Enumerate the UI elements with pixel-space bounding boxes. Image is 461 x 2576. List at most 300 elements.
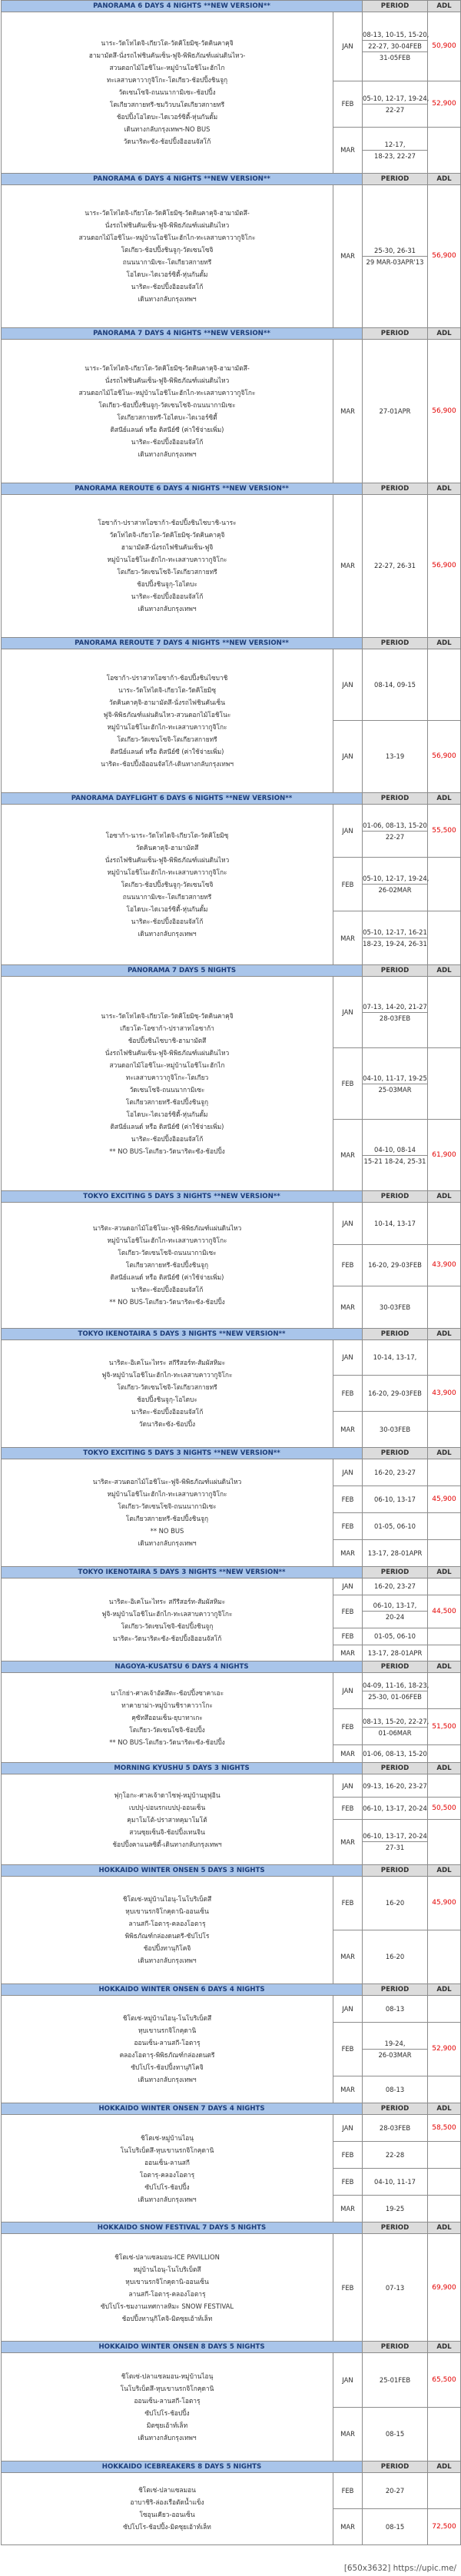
period-dates: 10-14, 13-17, — [373, 1353, 417, 1362]
package-row — [2, 184, 461, 328]
itinerary-line: วัดนาริตะซัง-ช้อปปิ้งอิออนจัสโก้ — [123, 138, 211, 146]
period-dates: 08-15 — [385, 2430, 405, 2438]
period-dates: 08-13 — [385, 2085, 405, 2093]
period-column-header: PERIOD — [363, 173, 428, 184]
itinerary-line: ** NO BUS-โตเกียว-วัดนาริตะซัง-ช้อปปิ้ง — [109, 1738, 225, 1747]
itinerary-line: ซัปโปโร-ช้อปปิ้งทานุกิโคจิ — [131, 2063, 204, 2072]
travel-periods — [363, 2114, 428, 2141]
package-header — [2, 2222, 461, 2234]
period-dates: 07-13 — [385, 2283, 405, 2292]
travel-month: JAN — [333, 649, 363, 721]
adult-price — [428, 1820, 461, 1865]
package-title: NAGOYA-KUSATSU 6 DAYS 4 NIGHTS — [2, 1661, 363, 1673]
package-header — [2, 965, 461, 977]
period-dates: 01-06, 08-13, 15-20 — [363, 820, 427, 832]
period-dates: 13-19 — [385, 752, 405, 761]
itinerary-line: นาริตะ-สวนดอกไม้โอชิโนะ-ฟูจิ-พิพิธภัณฑ์แผ่นดินไหว — [92, 1224, 242, 1233]
itinerary-line: วัดนาริตะซัง-ช้อปปิ้ง — [138, 1420, 196, 1429]
travel-periods — [363, 2196, 428, 2222]
travel-periods — [363, 1244, 428, 1286]
itinerary-line: สวนดอกไม้โอชิโนะ-หมู่บ้านโอชิโนะฮักไก-ทะเลสาบคาวากูจิโกะ — [78, 234, 256, 242]
adult-price — [428, 1203, 461, 1244]
itinerary-line: โตเกียว-ช้อปปิ้งชินจูกุ-วัดเซนโซจิ — [121, 246, 214, 254]
adult-price: 55,500 — [428, 804, 461, 858]
itinerary-line: โตเกียว-วัดเซนโซจิ-โตเกียวสกายทรี — [117, 568, 217, 576]
period-dates: 28-03FEB — [379, 1014, 411, 1022]
travel-month: FEB — [333, 1595, 363, 1628]
travel-month: MAR — [333, 1412, 363, 1448]
itinerary-line: หมู่บ้านโอชิโนะฮักไก-ทะเลสาบคาวากูจิโกะ — [107, 556, 227, 564]
period-dates: 22-27, 30-04FEB — [363, 41, 427, 52]
itinerary-line: ทะเลสาบคาวากูจิโกะ-โตเกียว — [125, 1074, 209, 1082]
period-dates: 08-13 — [385, 2004, 405, 2013]
travel-month: MAR — [333, 2196, 363, 2222]
itinerary-line: โตเกียว-วัดเซนโซจิ-โตเกียวสกายทรี — [117, 735, 217, 743]
package-title: HOKKAIDO WINTER ONSEN 7 DAYS 4 NIGHTS — [2, 2103, 363, 2114]
period-dates: 16-20, 23-27 — [374, 1582, 416, 1591]
travel-month: FEB — [333, 1376, 363, 1412]
package-row — [2, 2234, 461, 2342]
period-dates: 26-02MAR — [378, 886, 412, 895]
travel-periods — [363, 1774, 428, 1797]
travel-periods — [363, 2472, 428, 2508]
period-dates: 01-05, 06-10 — [374, 1522, 416, 1530]
travel-month: MAR — [333, 2407, 363, 2461]
adult-price: 65,500 — [428, 2353, 461, 2407]
adult-price — [428, 1745, 461, 1763]
travel-month: MAR — [333, 1539, 363, 1566]
travel-periods — [363, 1645, 428, 1661]
package-row — [2, 1459, 461, 1486]
adl-column-header: ADL — [428, 173, 461, 184]
tour-price-table — [1, 0, 461, 2545]
itinerary-line: โตเกียว-วัดเซนโซจิ-โตเกียวสกายทรี — [117, 1383, 217, 1392]
package-row — [2, 977, 461, 1048]
period-dates: 05-10, 12-17, 19-24, — [363, 93, 427, 105]
adl-column-header: ADL — [428, 1661, 461, 1673]
itinerary-line: โซอุนเคียว-ออนเซ็น — [139, 2511, 195, 2519]
itinerary-line: ช้อปปิ้งคาแนลซิตี้-เดินทางกลับกรุงเทพฯ — [112, 1840, 222, 1848]
period-dates: 26-03MAR — [378, 2050, 412, 2059]
itinerary-line: สวนดอกไม้โอชิโนะ-หมู่บ้านโอชิโนะฮักไก-ทะเลสาบคาวากูจิโกะ — [78, 388, 256, 397]
travel-month: MAR — [333, 1745, 363, 1763]
adult-price — [428, 1459, 461, 1486]
package-row — [2, 2114, 461, 2141]
itinerary-line: เดินทางกลับกรุงเทพฯ — [138, 2195, 197, 2203]
adl-column-header: ADL — [428, 328, 461, 340]
itinerary-description — [2, 2114, 333, 2222]
itinerary-line: นาโกย่า-ศาลเจ้าอัตสึตะ-ช้อปปิ้งซาคาเอะ — [110, 1689, 224, 1698]
itinerary-line: โอซาก้า-ปราสาทโอซาก้า-ช้อปปิ้งชินไซบาชิ-นาระ — [98, 519, 237, 527]
travel-month: MAR — [333, 494, 363, 638]
travel-periods — [363, 127, 428, 173]
itinerary-line: อาบาชิริ-ล่องเรือตัดน้ำแข็ง — [130, 2498, 204, 2507]
travel-month: JAN — [333, 1339, 363, 1376]
adult-price: 56,900 — [428, 494, 461, 638]
period-dates: 29 MAR-03APR'13 — [366, 257, 424, 266]
itinerary-line: ถนนนากามิเซะ-โตเกียวสกายทรี — [122, 258, 212, 267]
itinerary-line: นั่งรถไฟชินคันเซ็น-ฟูจิ-พิพิธภัณฑ์แผ่นดินไหว — [104, 1049, 230, 1057]
travel-periods — [363, 2234, 428, 2342]
itinerary-line: เดินทางกลับกรุงเทพฯ — [138, 929, 197, 938]
period-dates: 30-03FEB — [379, 1425, 411, 1433]
period-column-header: PERIOD — [363, 1191, 428, 1203]
period-dates: 08-15 — [385, 2522, 405, 2531]
travel-periods — [363, 977, 428, 1048]
adult-price — [428, 1512, 461, 1539]
period-dates: 06-10, 13-17, 20-24 — [363, 1804, 427, 1812]
travel-periods — [363, 2353, 428, 2407]
adult-price: 56,900 — [428, 721, 461, 792]
adult-price: 72,500 — [428, 2508, 461, 2544]
travel-periods — [363, 2508, 428, 2544]
package-header — [2, 1763, 461, 1774]
itinerary-line: เดินทางกลับกรุงเทพฯ — [138, 450, 197, 458]
adult-price: 50,500 — [428, 1797, 461, 1819]
travel-month: MAR — [333, 1645, 363, 1661]
period-dates: 20-24 — [385, 1613, 405, 1622]
package-row — [2, 12, 461, 81]
travel-month: MAR — [333, 911, 363, 965]
adult-price — [428, 2142, 461, 2169]
package-row — [2, 1203, 461, 1244]
period-column-header: PERIOD — [363, 965, 428, 977]
travel-periods — [363, 1709, 428, 1745]
adl-column-header: ADL — [428, 1328, 461, 1339]
itinerary-description — [2, 977, 333, 1191]
travel-month: FEB — [333, 2234, 363, 2342]
adult-price: 52,900 — [428, 2022, 461, 2076]
travel-month: FEB — [333, 2472, 363, 2508]
travel-month: MAR — [333, 127, 363, 173]
package-title: PANORAMA REROUTE 6 DAYS 4 NIGHTS **NEW VERSION** — [2, 483, 363, 494]
itinerary-line: ** NO BUS — [150, 1527, 184, 1535]
travel-month: JAN — [333, 1774, 363, 1797]
period-dates: 04-10, 08-14 — [363, 1144, 427, 1156]
period-dates: 04-09, 11-16, 18-23, — [363, 1680, 427, 1691]
travel-month: FEB — [333, 1512, 363, 1539]
period-dates: 19-24, — [363, 2038, 427, 2050]
package-row — [2, 649, 461, 721]
travel-periods — [363, 494, 428, 638]
travel-month: JAN — [333, 977, 363, 1048]
adult-price — [428, 2076, 461, 2103]
adl-column-header: ADL — [428, 965, 461, 977]
travel-periods — [363, 2407, 428, 2461]
travel-periods — [363, 81, 428, 127]
itinerary-line: ดิสนีย์แลนด์ หรือ ดิสนีย์ซี (ค่าใช้จ่ายเพิ่ม) — [110, 1273, 224, 1282]
period-dates: 16-20, 29-03FEB — [368, 1261, 422, 1270]
itinerary-line: คลองโอตารุ-พิพิธภัณฑ์กล่องดนตรี — [119, 2051, 215, 2060]
travel-month: MAR — [333, 184, 363, 328]
adl-column-header: ADL — [428, 1191, 461, 1203]
period-dates: 04-10, 11-17 — [374, 2178, 416, 2186]
package-header — [2, 638, 461, 649]
itinerary-line: เดินทางกลับกรุงเทพฯ — [138, 2076, 197, 2084]
travel-month: MAR — [333, 2076, 363, 2103]
period-column-header: PERIOD — [363, 1661, 428, 1673]
itinerary-description — [2, 1774, 333, 1864]
itinerary-line: โอไดบะ-ไดเวอร์ซิตี้-หุ่นกันดั้ม — [126, 1110, 208, 1119]
travel-periods — [363, 1745, 428, 1763]
package-title: PANORAMA DAYFLIGHT 6 DAYS 6 NIGHTS **NEW VERSION** — [2, 792, 363, 804]
package-row — [2, 1876, 461, 1930]
period-column-header: PERIOD — [363, 1447, 428, 1459]
travel-month: FEB — [333, 1797, 363, 1819]
travel-periods — [363, 184, 428, 328]
itinerary-line: นาระ-วัดโทไดจิ-เกียวโต-วัดคิโยมิซุ-วัดคินคาคุจิ — [101, 1012, 234, 1021]
travel-month: FEB — [333, 1486, 363, 1512]
travel-periods — [363, 1876, 428, 1930]
period-dates: 06-10, 13-17, — [363, 1600, 427, 1612]
period-dates: 18-23, 22-27 — [374, 151, 416, 160]
period-column-header: PERIOD — [363, 2103, 428, 2114]
itinerary-line: นาริตะ-ช้อปปิ้งอิออนจัสโก้ — [131, 1408, 204, 1416]
itinerary-description — [2, 1578, 333, 1661]
period-dates: 10-14, 13-17 — [374, 1219, 416, 1227]
itinerary-line: โตเกียว-วัดเซนโซจิ-ถนนนากามิเซะ — [118, 1502, 217, 1511]
period-column-header: PERIOD — [363, 1864, 428, 1876]
period-dates: 01-06, 08-13, 15-20 — [363, 1750, 427, 1758]
travel-periods — [363, 12, 428, 81]
period-dates: 01-06MAR — [378, 1728, 412, 1737]
itinerary-line: ชิโตเซ่-หมู่บ้านไอนุ — [141, 2133, 194, 2142]
itinerary-line: คุซัทสึออนเซ็น-ยุบาทาเกะ — [131, 1714, 203, 1722]
travel-periods — [363, 911, 428, 965]
itinerary-line: โตเกียว-ช้อปปิ้งชินจูกุ-วัดเซนโซจิ — [121, 880, 214, 888]
itinerary-line: หมู่บ้านโอชิโนะฮักไก-ทะเลสาบคาวากูจิโกะ — [107, 1237, 227, 1245]
period-column-header: PERIOD — [363, 1328, 428, 1339]
travel-periods — [363, 1412, 428, 1448]
package-header — [2, 483, 461, 494]
adult-price — [428, 1774, 461, 1797]
itinerary-line: นั่งรถไฟชินคันเซ็น-ฟูจิ-พิพิธภัณฑ์แผ่นดินไหว — [104, 376, 230, 384]
itinerary-line: เดินทางกลับกรุงเทพฯ-NO BUS — [124, 125, 211, 134]
adl-column-header: ADL — [428, 483, 461, 494]
period-dates: 08-13, 15-20, 22-27, — [363, 1716, 427, 1728]
adult-price — [428, 2407, 461, 2461]
adult-price — [428, 127, 461, 173]
package-title: HOKKAIDO WINTER ONSEN 5 DAYS 3 NIGHTS — [2, 1864, 363, 1876]
adult-price — [428, 2169, 461, 2196]
itinerary-line: วัดคินคาคุจิ-ฮามามัตสึ — [135, 843, 199, 851]
itinerary-line: โตเกียวสกายทรี-ช้อปปิ้งชินจูกุ — [125, 1098, 209, 1107]
itinerary-line: นั่งรถไฟชินคันเซ็น-ฟูจิ-พิพิธภัณฑ์แผ่นดินไหว — [104, 855, 230, 864]
adult-price — [428, 649, 461, 721]
itinerary-line: โอตารุ-คลองโอตารุ — [139, 2170, 195, 2179]
period-dates: 22-27 — [385, 832, 405, 841]
travel-periods — [363, 1286, 428, 1328]
travel-month: MAR — [333, 1120, 363, 1191]
itinerary-description — [2, 649, 333, 793]
package-title: PANORAMA 6 DAYS 4 NIGHTS **NEW VERSION** — [2, 1, 363, 12]
adult-price: 43,900 — [428, 1244, 461, 1286]
travel-periods — [363, 1048, 428, 1120]
travel-month: JAN — [333, 804, 363, 858]
itinerary-line: โตเกียว-วัดเซนโซจิ-ช้อปปิ้งชินจูกุ — [121, 1622, 214, 1630]
period-dates: 01-05, 06-10 — [374, 1632, 416, 1641]
itinerary-description — [2, 1339, 333, 1447]
period-dates: 13-17, 28-01APR — [367, 1649, 423, 1658]
itinerary-line: วัดเซนโซจิ-ถนนนากามิเซะ-ช้อปปิ้ง — [118, 88, 216, 97]
period-dates: 04-10, 11-17, 19-25 — [363, 1073, 427, 1084]
image-host-footer: [650x3632] https://upic.me/ — [343, 2564, 456, 2573]
package-title: PANORAMA 6 DAYS 4 NIGHTS **NEW VERSION** — [2, 173, 363, 184]
itinerary-line: ซัปโปโร-ชมงานเทศกาลหิมะ SNOW FESTIVAL — [100, 2302, 234, 2310]
package-title: TOKYO IKENOTAIRA 5 DAYS 3 NIGHTS **NEW VERSION** — [2, 1567, 363, 1578]
travel-periods — [363, 1930, 428, 1983]
travel-periods — [363, 1120, 428, 1191]
itinerary-line: สวนซุยเซ็นจิ-ช้อปปิ้งเทนจิน — [129, 1827, 205, 1836]
travel-month: MAR — [333, 340, 363, 483]
itinerary-line: ถนนนากามิเซะ-โตเกียวสกายทรี — [122, 892, 212, 901]
itinerary-line: ฟูจิ-หมู่บ้านโอชิโนะฮักไก-ทะเลสาบคาวากูจิโกะ — [101, 1371, 233, 1379]
itinerary-line: วัดเซนโซจิ-ถนนนากามิเซะ — [129, 1086, 205, 1094]
adl-column-header: ADL — [428, 1763, 461, 1774]
period-dates: 08-13, 10-15, 15-20, — [363, 29, 427, 41]
travel-periods — [363, 2142, 428, 2169]
itinerary-line: นาระ-วัดโทไดจิ-เกียวโต-วัดคิโยมิซุ-วัดคินคาคุจิ-ฮามามัตสึ- — [85, 209, 250, 217]
itinerary-line: หุบเขานรกจิโกคุดานิ — [138, 2027, 197, 2035]
period-dates: 15-21 18-24, 25-31 — [363, 1157, 426, 1165]
itinerary-line: โนโบริเบ็ตสึ-หุบเขานรกจิโกคุดานิ — [120, 2385, 214, 2392]
travel-month: JAN — [333, 1673, 363, 1709]
adult-price: 44,500 — [428, 1595, 461, 1628]
period-dates: 08-14, 09-15 — [374, 681, 416, 689]
travel-periods — [363, 1673, 428, 1709]
period-dates: 18-23, 19-24, 26-31 — [363, 940, 427, 948]
itinerary-line: ทาคายาม่า-หมู่บ้านชิราคาวาโกะ — [121, 1701, 213, 1710]
package-title: TOKYO IKENOTAIRA 5 DAYS 3 NIGHTS **NEW VERSION** — [2, 1328, 363, 1339]
travel-periods — [363, 1376, 428, 1412]
travel-month: JAN — [333, 721, 363, 792]
itinerary-description — [2, 1995, 333, 2103]
travel-periods — [363, 2022, 428, 2076]
itinerary-line: ช้อปปิ้งทานุกิโคจิ-มิตซุยเอ้าท์เล็ท — [121, 2314, 213, 2322]
travel-month: FEB — [333, 1709, 363, 1745]
adult-price: 56,900 — [428, 184, 461, 328]
adl-column-header: ADL — [428, 2342, 461, 2353]
adult-price: 50,900 — [428, 12, 461, 81]
itinerary-line: นาริตะ-สวนดอกไม้โอชิโนะ-ฟูจิ-พิพิธภัณฑ์แผ่นดินไหว — [92, 1478, 242, 1486]
period-dates: 16-20, 29-03FEB — [368, 1389, 422, 1398]
travel-periods — [363, 340, 428, 483]
itinerary-line: เดินทางกลับกรุงเทพฯ — [138, 1957, 197, 1965]
itinerary-description — [2, 2472, 333, 2544]
period-dates: 22-27, 26-31 — [374, 562, 416, 570]
period-column-header: PERIOD — [363, 1763, 428, 1774]
package-header — [2, 173, 461, 184]
period-column-header: PERIOD — [363, 483, 428, 494]
package-header — [2, 792, 461, 804]
itinerary-line: ฟูจิ-พิพิธภัณฑ์แผ่นดินไหว-สวนดอกไม้โอชิโนะ — [103, 710, 231, 719]
itinerary-description — [2, 2234, 333, 2342]
itinerary-description — [2, 2353, 333, 2461]
adl-column-header: ADL — [428, 1567, 461, 1578]
package-title: HOKKAIDO ICEBREAKERS 8 DAYS 5 NIGHTS — [2, 2461, 363, 2472]
itinerary-line: โนโบริเบ็ตสึ-หุบเขานรกจิโกคุดานิ — [120, 2146, 214, 2154]
travel-month: JAN — [333, 1459, 363, 1486]
travel-periods — [363, 649, 428, 721]
package-title: HOKKAIDO SNOW FESTIVAL 7 DAYS 5 NIGHTS — [2, 2222, 363, 2234]
itinerary-description — [2, 494, 333, 638]
travel-month: JAN — [333, 1578, 363, 1595]
period-dates: 22-28 — [385, 2151, 405, 2159]
period-dates: 22-27 — [385, 105, 405, 114]
travel-month: FEB — [333, 1628, 363, 1645]
adult-price: 43,900 — [428, 1376, 461, 1412]
adult-price — [428, 2196, 461, 2222]
itinerary-line: ดิสนีย์แลนด์ หรือ ดิสนีย์ซี (ค่าใช้จ่ายเพิ่ม) — [110, 425, 224, 433]
travel-periods — [363, 2076, 428, 2103]
itinerary-line: วัดคินคาคุจิ-ฮามามัตสึ-นั่งรถไฟชินคันเซ็น — [109, 698, 225, 706]
adult-price — [428, 1930, 461, 1983]
travel-month: MAR — [333, 1820, 363, 1865]
adult-price — [428, 1048, 461, 1120]
adult-price: 61,900 — [428, 1120, 461, 1191]
period-dates: 12-17, — [363, 139, 427, 151]
period-dates: 25-30, 01-06FEB — [368, 1692, 422, 1701]
itinerary-line: ชิโตเซ่-ปลาแซลมอน — [138, 2486, 196, 2495]
adult-price: 45,900 — [428, 1486, 461, 1512]
period-column-header: PERIOD — [363, 1, 428, 12]
itinerary-line: ซัปโปโร-ช้อปปิ้ง — [144, 2183, 190, 2191]
itinerary-line: โตเกียวสกายทรี-ช้อปปิ้งชินจูกุ — [125, 1261, 209, 1270]
itinerary-line: นาริตะ-ช้อปปิ้งอิออนจัสโก้ — [131, 283, 204, 291]
itinerary-line: ช้อปปิ้งโอไดบะ-ไดเวอร์ซิตี้-หุ่นกันดั้ม — [116, 113, 218, 121]
adult-price — [428, 1645, 461, 1661]
itinerary-line: ดิสนีย์แลนด์ หรือ ดิสนีย์ซี (ค่าใช้จ่ายเพิ่ม) — [110, 747, 224, 755]
itinerary-line: ซัปโปโร-ช้อปปิ้ง-มิตซุยเอ้าท์เล็ท — [123, 2523, 211, 2531]
period-column-header: PERIOD — [363, 328, 428, 340]
period-dates: 31-05FEB — [379, 54, 411, 62]
itinerary-line: นาระ-วัดโทไดจิ-เกียวโต-วัดคิโยมิซุ-วัดคินคาคุจิ — [101, 39, 234, 48]
itinerary-line: ช้อปปิ้งชินจูกุ-โอไดบะ — [137, 580, 197, 589]
itinerary-line: โตเกียว-วัดเซนโซจิ-ช้อปปิ้ง — [129, 1726, 205, 1734]
period-dates: 06-10, 13-17, 20-24 — [363, 1831, 427, 1842]
travel-month: JAN — [333, 12, 363, 81]
package-header — [2, 1983, 461, 1995]
package-title: PANORAMA 7 DAYS 4 NIGHTS **NEW VERSION** — [2, 328, 363, 340]
travel-month: FEB — [333, 2022, 363, 2076]
travel-month: FEB — [333, 1048, 363, 1120]
itinerary-line: หมู่บ้านโอชิโนะฮักไก-ทะเลสาบคาวากูจิโกะ — [107, 1490, 227, 1499]
travel-month: FEB — [333, 858, 363, 911]
package-header — [2, 1328, 461, 1339]
itinerary-line: ดิสนีย์แลนด์ หรือ ดิสนีย์ซี (ค่าใช้จ่ายเพิ่ม) — [110, 1123, 224, 1131]
adult-price: 69,900 — [428, 2234, 461, 2342]
package-title: TOKYO EXCITING 5 DAYS 3 NIGHTS **NEW VERSION** — [2, 1447, 363, 1459]
adult-price — [428, 1995, 461, 2022]
itinerary-description — [2, 340, 333, 483]
adult-price — [428, 1339, 461, 1376]
itinerary-line: โอซาก้า-นาระ-วัดโทไดจิ-เกียวโต-วัดคิโยมิซุ — [105, 831, 229, 839]
itinerary-description — [2, 12, 333, 174]
itinerary-line: เดินทางกลับกรุงเทพฯ — [138, 605, 197, 613]
period-column-header: PERIOD — [363, 638, 428, 649]
package-title: TOKYO EXCITING 5 DAYS 3 NIGHTS **NEW VERSION** — [2, 1191, 363, 1203]
itinerary-line: มิตซุยเอ้าท์เล็ท — [146, 2422, 188, 2429]
travel-periods — [363, 1539, 428, 1566]
adult-price — [428, 1578, 461, 1595]
itinerary-line: โตเกียวสกายทรี-ช้อปปิ้งชินจูกุ — [125, 1515, 209, 1523]
travel-month: MAR — [333, 1286, 363, 1328]
package-header — [2, 328, 461, 340]
itinerary-line: นาระ-วัดโทไดจิ-เกียวโต-วัดคิโยมิซุ — [118, 685, 217, 694]
itinerary-line: นาริตะ-อิเคโนะไทระ สกีรีสอร์ท-สัมผัสหิมะ — [108, 1597, 226, 1605]
itinerary-line: เดินทางกลับกรุงเทพฯ — [138, 2434, 197, 2442]
itinerary-line: หมู่บ้านไอนุ-โนโบริเบ็ตสึ — [133, 2265, 201, 2273]
